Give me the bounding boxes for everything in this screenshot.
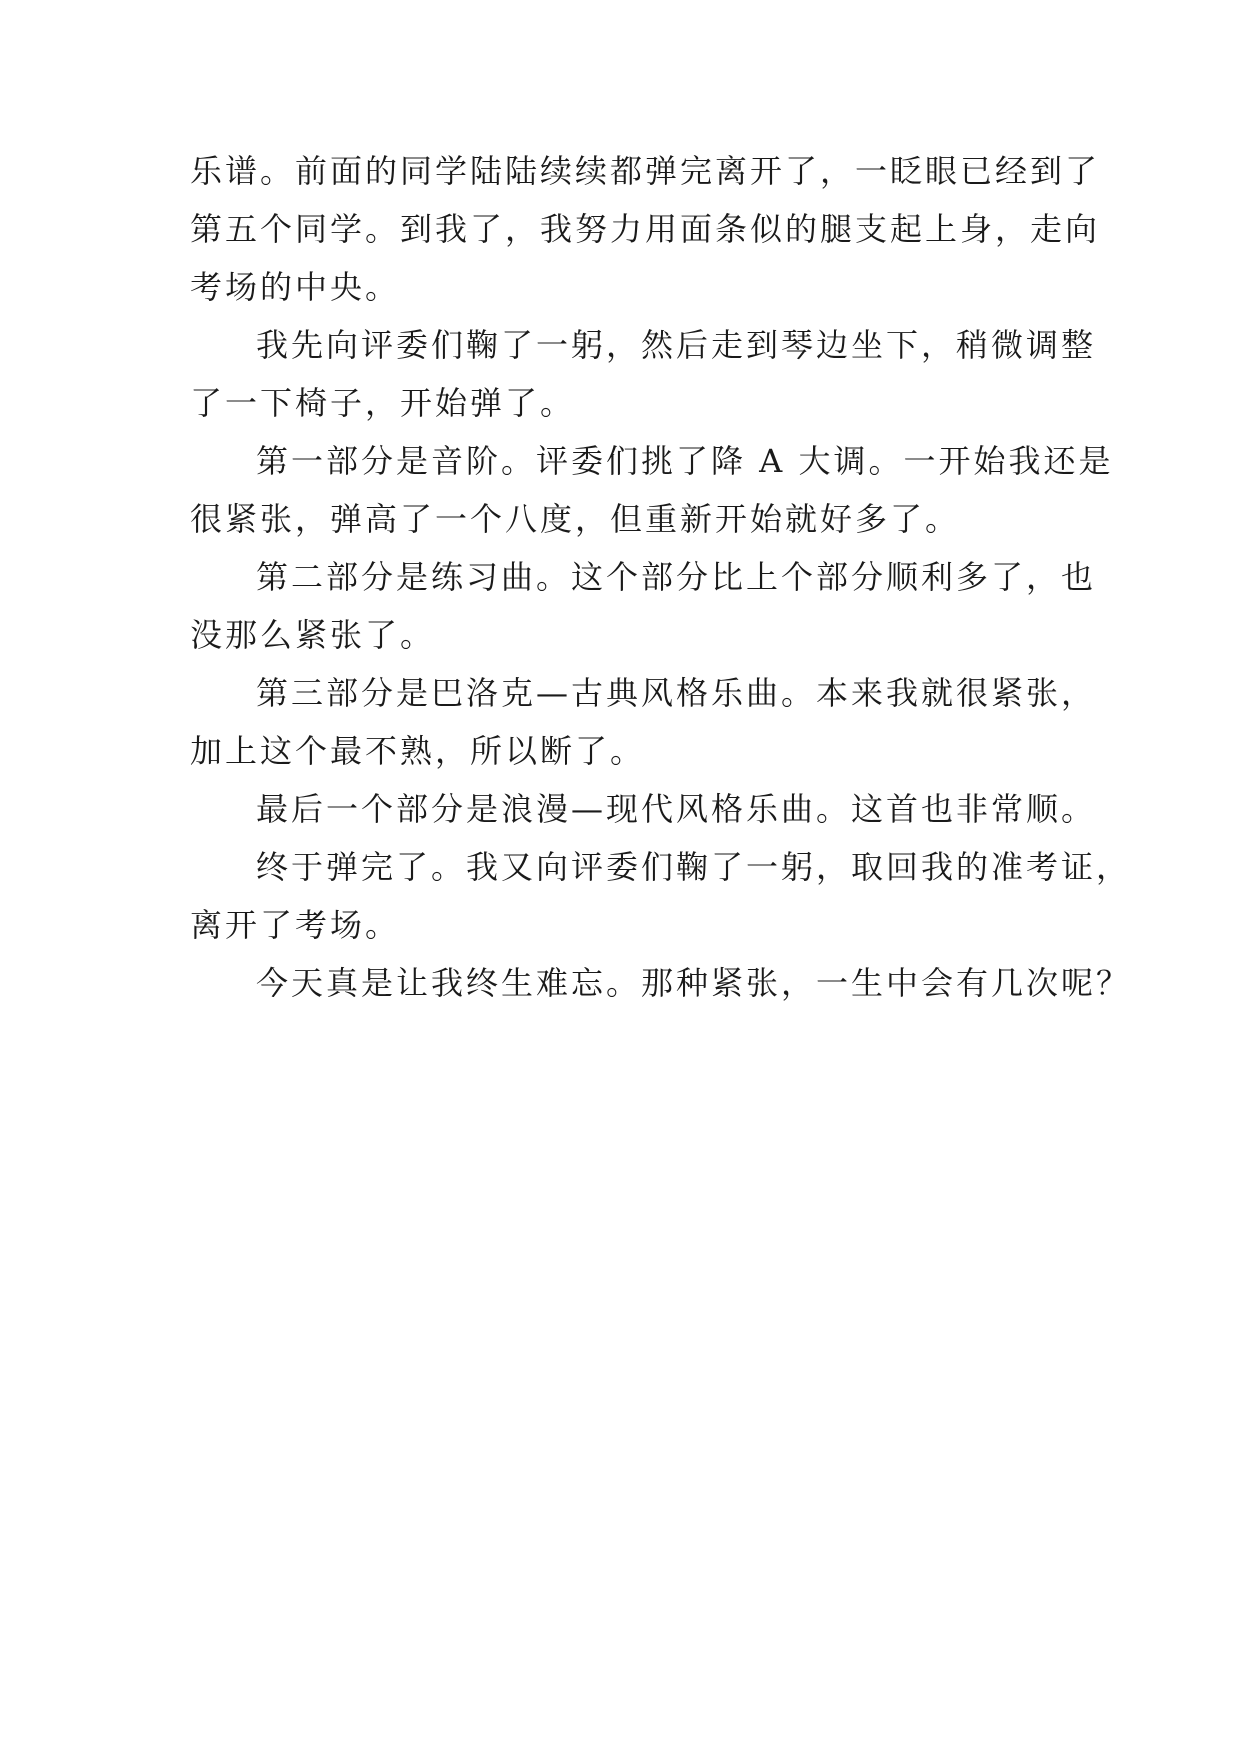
text-line: 离开了考场。 [190, 906, 401, 944]
text-line: 了一下椅子，开始弹了。 [190, 384, 576, 422]
text-line: 乐谱。前面的同学陆陆续续都弹完离开了，一眨眼已经到了 [190, 152, 1101, 190]
text-line: 考场的中央。 [190, 268, 401, 306]
text-line: 很紧张，弹高了一个八度，但重新开始就好多了。 [190, 500, 961, 538]
text-line: 没那么紧张了。 [190, 616, 436, 654]
paragraph-start-line: 第一部分是音阶。评委们挑了降 A 大调。一开始我还是 [256, 442, 1114, 480]
paragraph-start-line: 今天真是让我终生难忘。那种紧张，一生中会有几次呢？ [256, 964, 1132, 1002]
paragraph-start-line: 第二部分是练习曲。这个部分比上个部分顺利多了，也 [256, 558, 1097, 596]
paragraph-start-line: 最后一个部分是浪漫—现代风格乐曲。这首也非常顺。 [256, 790, 1097, 828]
text-line: 加上这个最不熟，所以断了。 [190, 732, 646, 770]
paragraph-start-line: 我先向评委们鞠了一躬，然后走到琴边坐下，稍微调整 [256, 326, 1097, 364]
paragraph-start-line: 终于弹完了。我又向评委们鞠了一躬，取回我的准考证， [256, 848, 1132, 886]
essay-body [190, 152, 1132, 1025]
paragraph-start-line: 第三部分是巴洛克—古典风格乐曲。本来我就很紧张， [256, 674, 1097, 712]
text-line: 第五个同学。到我了，我努力用面条似的腿支起上身，走向 [190, 210, 1101, 248]
